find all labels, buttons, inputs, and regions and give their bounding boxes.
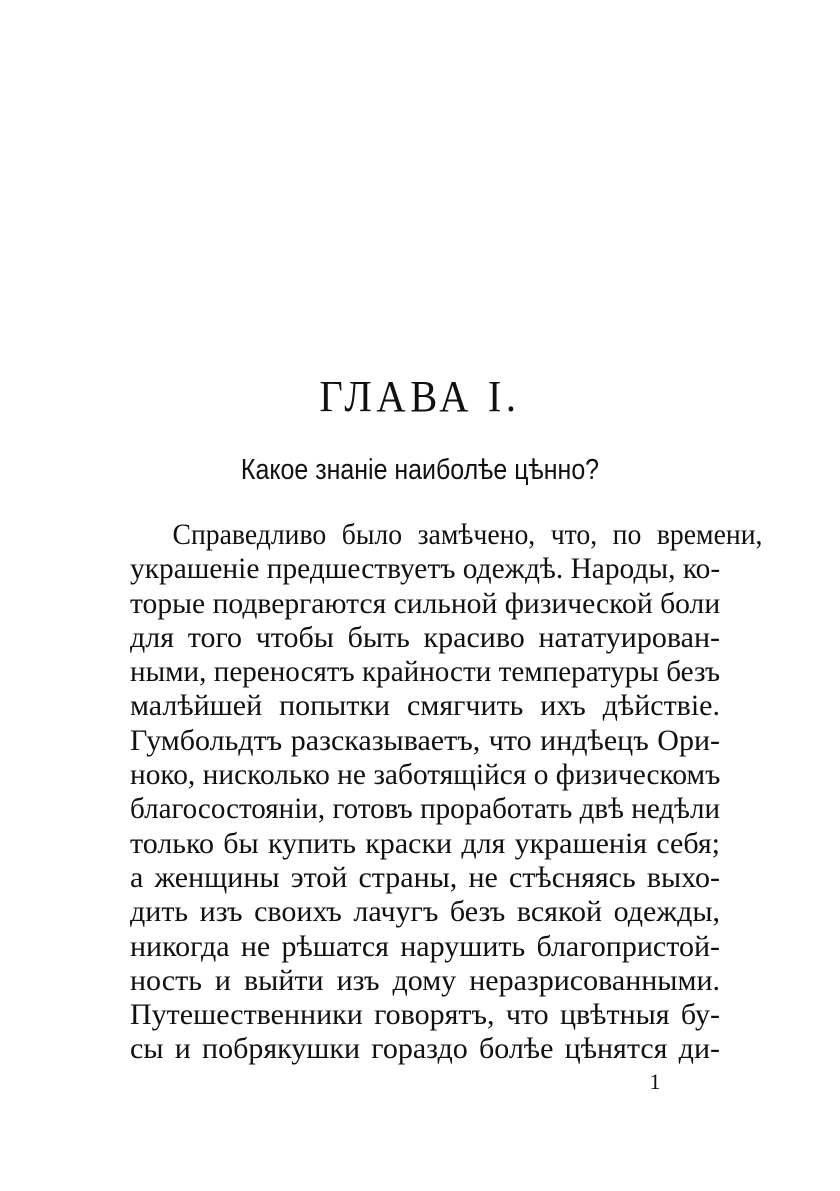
page-number: 1 — [649, 1069, 661, 1094]
body-paragraph — [130, 518, 763, 1067]
text-line: сы и побрякушки гораздо болѣе цѣнятся ди- — [130, 1032, 720, 1066]
text-line: ноко, нисколько не заботящійся о физическомъ — [130, 758, 721, 792]
chapter-subtitle: Какое знаніе наиболѣе цѣнно? — [240, 454, 600, 486]
text-line: а женщины этой страны, не стѣсняясь выхо- — [130, 860, 720, 894]
text-line: только бы купить краски для украшенія себя; — [130, 826, 720, 860]
chapter-title: ГЛАВА I. — [319, 372, 521, 421]
text-line: украшеніе предшествуетъ одеждѣ. Народы, ко- — [130, 552, 721, 586]
text-line: малѣйшей попытки смягчить ихъ дѣйствіе. — [130, 689, 720, 723]
text-line: ными, переносятъ крайности температуры безъ — [130, 655, 721, 689]
text-line: Путешественники говорятъ, что цвѣтныя бу- — [130, 998, 720, 1032]
text-line: торые подвергаются сильной физической боли — [130, 586, 721, 620]
text-line: никогда не рѣшатся нарушить благопристой- — [130, 929, 720, 963]
text-line: благосостояніи, готовъ проработать двѣ недѣли — [130, 792, 720, 826]
text-line: для того чтобы быть красиво нататуирован- — [130, 620, 720, 654]
text-line: Справедливо было замѣчено, что, по времени, — [172, 518, 763, 551]
text-line: ность и выйти изъ дому неразрисованными. — [130, 963, 720, 997]
text-line: Гумбольдтъ разсказываетъ, что индѣецъ Ори- — [130, 723, 720, 757]
text-line: дить изъ своихъ лачугъ безъ всякой одежды, — [130, 895, 720, 929]
